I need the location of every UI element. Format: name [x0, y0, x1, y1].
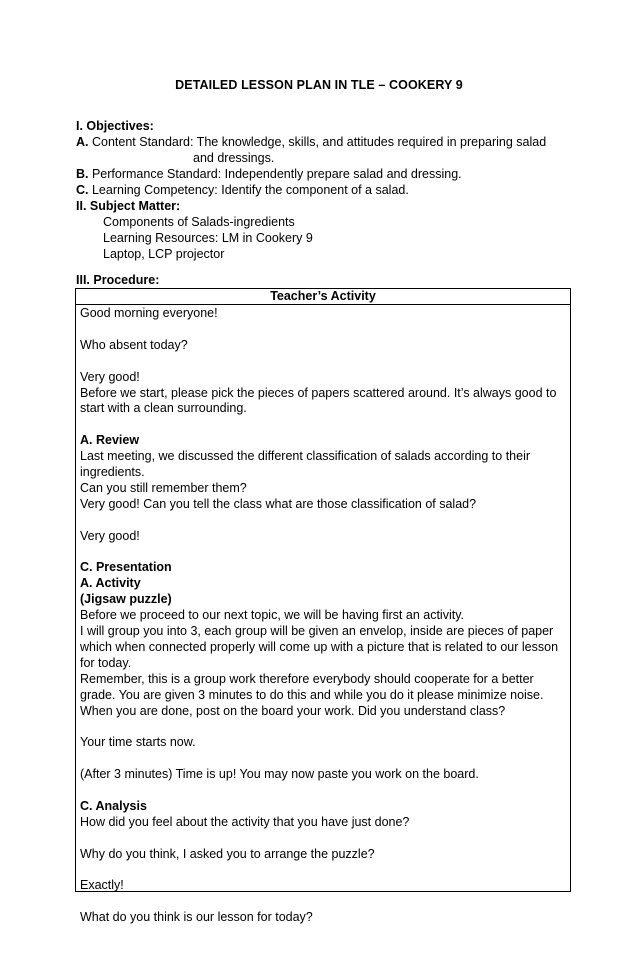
- subject-matter-item: Components of Salads-ingredients: [103, 215, 295, 229]
- activity-line: start with a clean surrounding.: [80, 401, 247, 416]
- document-title: DETAILED LESSON PLAN IN TLE – COOKERY 9: [175, 78, 463, 92]
- objective-b-prefix: B.: [76, 167, 89, 181]
- activity-line: Who absent today?: [80, 337, 188, 352]
- activity-line: Before we proceed to our next topic, we will be having first an activity.: [80, 608, 464, 623]
- activity-line: I will group you into 3, each group will be given an envelop, inside are pieces of paper: [80, 624, 554, 639]
- objective-a: [76, 134, 546, 150]
- table-body: [76, 305, 570, 926]
- subject-matter-section: [76, 198, 313, 262]
- objective-a-continuation: and dressings.: [193, 151, 275, 165]
- review-heading: A. Review: [80, 433, 140, 448]
- activity-line: which when connected properly will come up with a picture that is related to our lesson: [80, 639, 559, 654]
- activity-line: Can you still remember them?: [80, 480, 247, 495]
- activity-line: Your time starts now.: [80, 735, 196, 750]
- jigsaw-heading: (Jigsaw puzzle): [80, 592, 172, 607]
- activity-line: ingredients.: [80, 465, 145, 480]
- presentation-heading: C. Presentation: [80, 560, 172, 575]
- activity-line: What do you think is our lesson for today?: [80, 910, 313, 925]
- subject-matter-item: Laptop, LCP projector: [103, 247, 225, 261]
- analysis-heading: C. Analysis: [80, 798, 147, 813]
- objectives-heading: I. Objectives:: [76, 119, 154, 133]
- subject-matter-item: Learning Resources: LM in Cookery 9: [103, 231, 313, 245]
- activity-line: grade. You are given 3 minutes to do this and while you do it please minimize noise.: [80, 687, 544, 702]
- subject-matter-heading: II. Subject Matter:: [76, 199, 181, 213]
- activity-line: Exactly!: [80, 878, 124, 893]
- activity-line: Last meeting, we discussed the different classification of salads according to their: [80, 449, 531, 464]
- teacher-activity-table: [75, 288, 571, 925]
- activity-line: for today.: [80, 655, 132, 670]
- activity-line: Before we start, please pick the pieces of papers scattered around. It’s always good to: [80, 385, 557, 400]
- activity-line: Remember, this is a group work therefore everybody should cooperate for a better: [80, 671, 534, 686]
- activity-line: Why do you think, I asked you to arrange the puzzle?: [80, 846, 375, 861]
- objectives-section: [76, 118, 546, 198]
- activity-line: Very good! Can you tell the class what are those classification of salad?: [80, 496, 477, 511]
- activity-line: Good morning everyone!: [80, 306, 218, 320]
- objective-c-prefix: C.: [76, 183, 89, 197]
- activity-line: How did you feel about the activity that you have just done?: [80, 814, 410, 829]
- activity-heading: A. Activity: [80, 576, 141, 591]
- objective-b: [76, 166, 546, 182]
- objective-a-prefix: A.: [76, 135, 89, 149]
- objective-b-text: Performance Standard: Independently prepare salad and dressing.: [88, 167, 462, 181]
- objective-a-text: Content Standard: The knowledge, skills, and attitudes required in preparing salad: [88, 135, 547, 149]
- activity-line: Very good!: [80, 528, 140, 543]
- activity-line: When you are done, post on the board your work. Did you understand class?: [80, 703, 506, 718]
- objective-c-text: Learning Competency: Identify the component of a salad.: [88, 183, 409, 197]
- procedure-heading: III. Procedure:: [76, 273, 160, 287]
- objective-c: [76, 182, 546, 198]
- activity-line: Very good!: [80, 369, 140, 384]
- activity-line: (After 3 minutes) Time is up! You may now paste you work on the board.: [80, 767, 479, 782]
- table-header: Teacher’s Activity: [76, 289, 570, 305]
